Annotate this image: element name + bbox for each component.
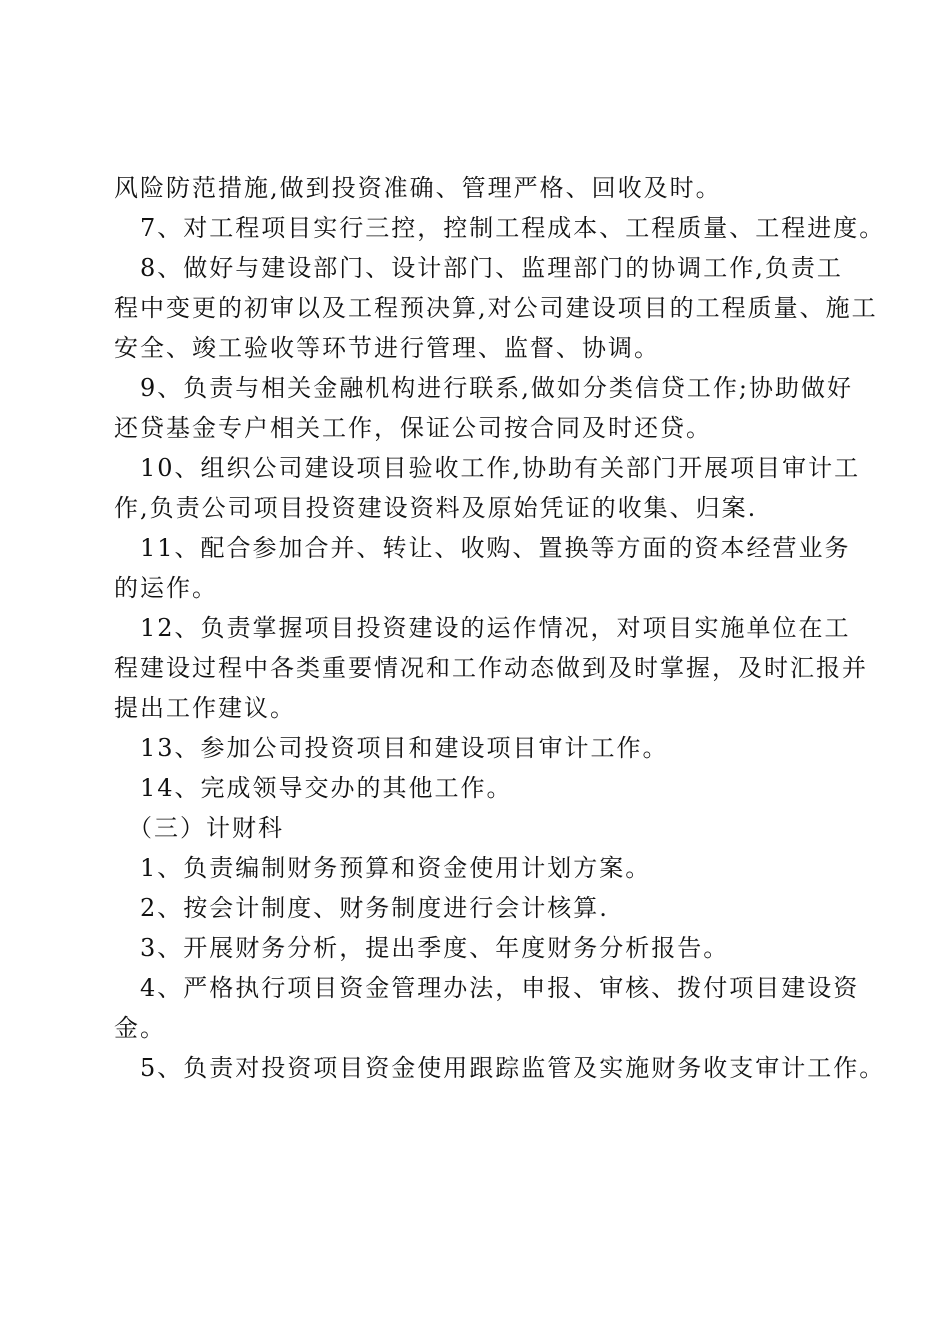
text-line: 1、负责编制财务预算和资金使用计划方案。	[114, 854, 652, 882]
text-line: 12、负责掌握项目投资建设的运作情况，对项目实施单位在工	[114, 614, 851, 642]
text-line: 风险防范措施,做到投资准确、管理严格、回收及时。	[114, 174, 722, 202]
text-line: 7、对工程项目实行三控，控制工程成本、工程质量、工程进度。	[114, 214, 886, 242]
text-line: 程中变更的初审以及工程预决算,对公司建设项目的工程质量、施工	[114, 294, 878, 322]
text-line: 2、按会计制度、财务制度进行会计核算.	[114, 894, 609, 922]
text-line: 9、负责与相关金融机构进行联系,做如分类信贷工作;协助做好	[114, 374, 853, 402]
text-line: 作,负责公司项目投资建设资料及原始凭证的收集、归案.	[114, 494, 758, 522]
text-line: 11、配合参加合并、转让、收购、置换等方面的资本经营业务	[114, 534, 851, 562]
text-line: 8、做好与建设部门、设计部门、监理部门的协调工作,负责工	[114, 254, 843, 282]
text-line: 4、严格执行项目资金管理办法，申报、审核、拨付项目建设资	[114, 974, 860, 1002]
text-line: 还贷基金专户相关工作，保证公司按合同及时还贷。	[114, 414, 712, 442]
section-heading: （三）计财科	[114, 814, 284, 842]
document-body	[114, 168, 886, 1088]
text-line: 14、完成领导交办的其他工作。	[114, 774, 513, 802]
text-line: 13、参加公司投资项目和建设项目审计工作。	[114, 734, 669, 762]
text-line: 提出工作建议。	[114, 694, 296, 722]
text-line: 5、负责对投资项目资金使用跟踪监管及实施财务收支审计工作。	[114, 1054, 886, 1082]
text-line: 的运作。	[114, 574, 218, 602]
text-line: 程建设过程中各类重要情况和工作动态做到及时掌握，及时汇报并	[114, 654, 868, 682]
text-line: 10、组织公司建设项目验收工作,协助有关部门开展项目审计工	[114, 454, 861, 482]
text-line: 金。	[114, 1014, 166, 1042]
text-line: 安全、竣工验收等环节进行管理、监督、协调。	[114, 334, 660, 362]
text-line: 3、开展财务分析，提出季度、年度财务分析报告。	[114, 934, 730, 962]
